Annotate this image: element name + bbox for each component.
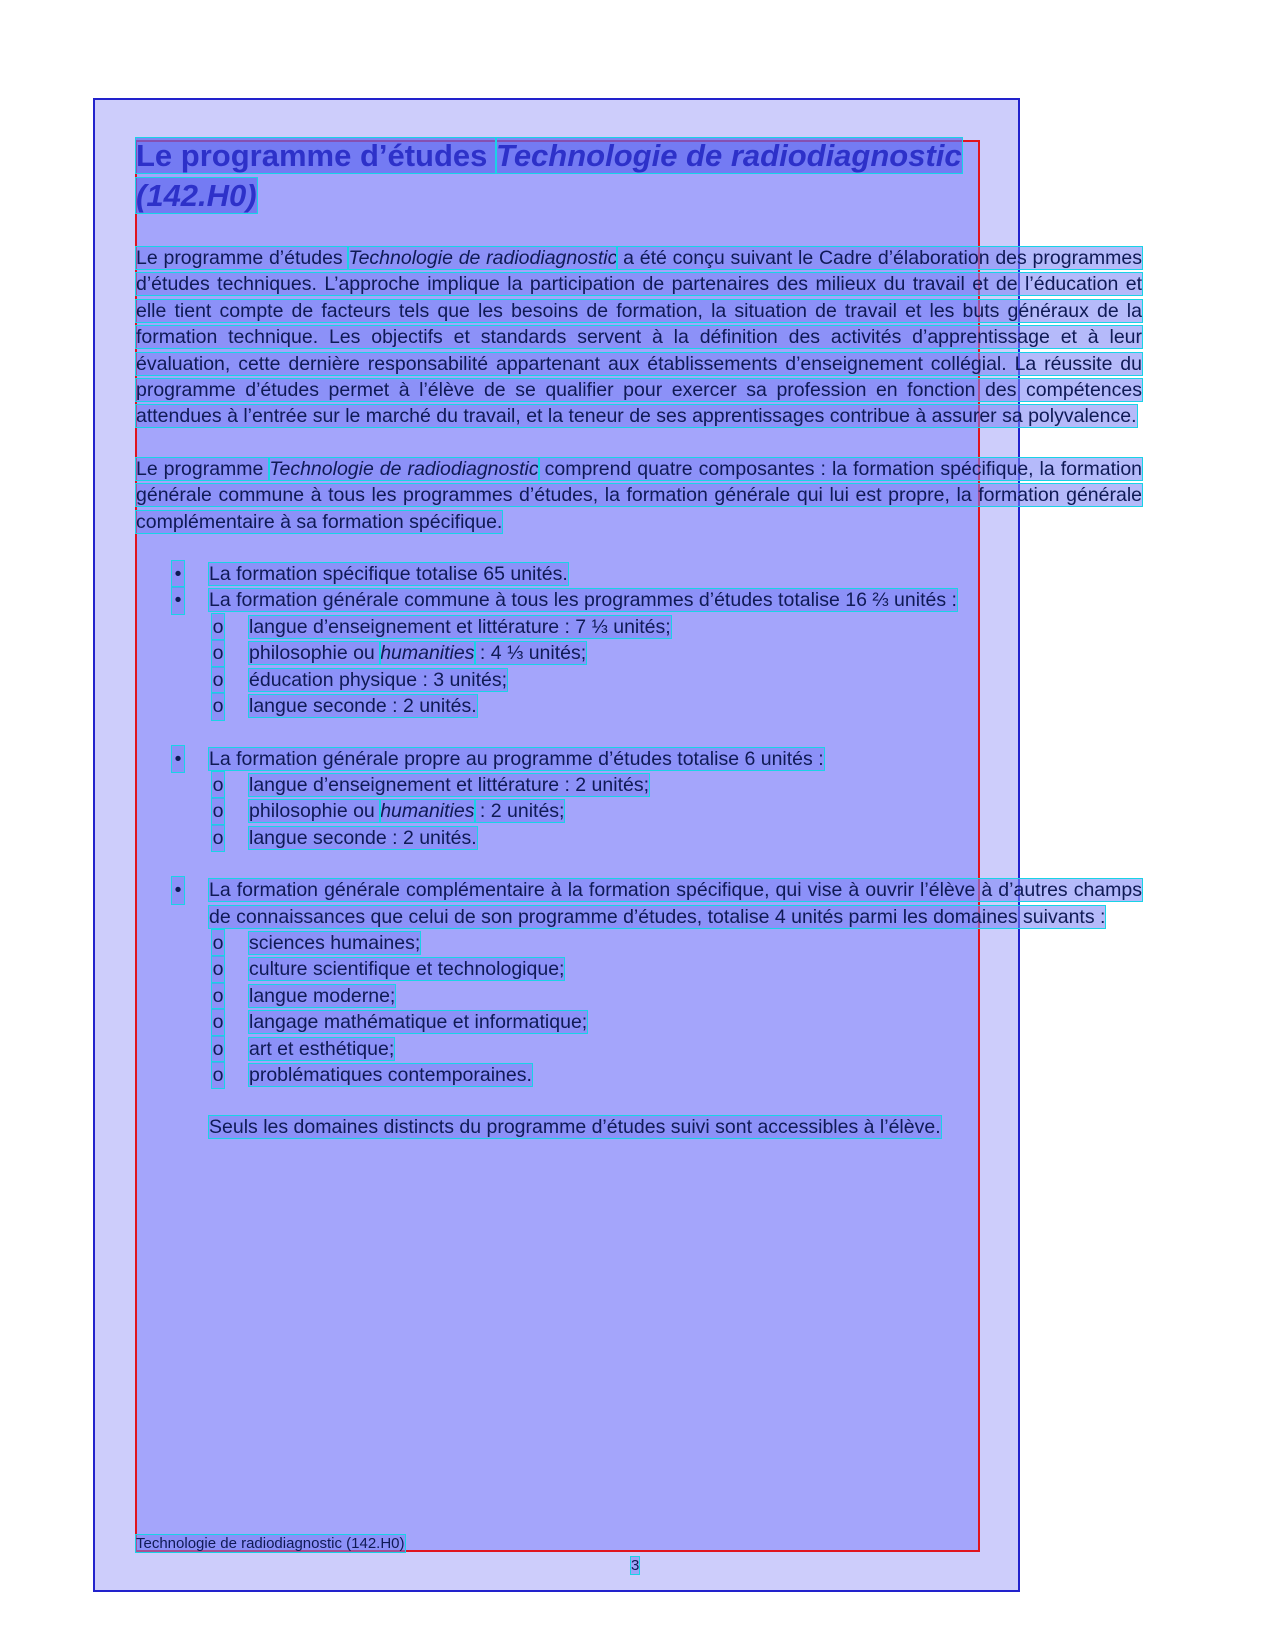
sub-item-text: langage mathématique et informatique; xyxy=(249,1011,588,1034)
sub-bullet-icon: o xyxy=(212,1036,224,1062)
sub-list-item xyxy=(136,640,1142,666)
sub-list-item xyxy=(136,930,1142,956)
formation-list xyxy=(136,561,1142,1088)
domains-note xyxy=(136,1114,1142,1140)
sub-list-item xyxy=(136,956,1142,982)
title-part-1: Le programme d’études xyxy=(136,138,497,173)
bullet-icon: • xyxy=(172,561,184,587)
sub-list-item xyxy=(136,798,1142,824)
sub-list-item xyxy=(136,1009,1142,1035)
sub-item-text: langue d’enseignement et littérature : 7 ⅓ unités; xyxy=(249,615,671,638)
sub-bullet-icon: o xyxy=(212,983,224,1009)
list-item-specific xyxy=(136,561,1142,587)
bullet-icon: • xyxy=(172,587,184,613)
list-item-common xyxy=(136,587,1142,613)
own-text: La formation générale propre au programme d’études totalise 6 unités : xyxy=(209,747,824,770)
components-text-c: comprend quatre composantes : la formation spécifique, la formation générale commune à tous les programmes d’études, la formation générale qui lui est propre, la formation générale complémentaire à sa formation spécifique. xyxy=(136,457,1143,533)
bullet-icon: • xyxy=(172,877,184,903)
title-program-code: (142.H0) xyxy=(136,178,257,213)
intro-text-c: a été conçu suivant le Cadre d’élaboration des programmes d’études techniques. L’approche implique la participation de partenaires des milieux du travail et de l’éducation et elle tient compte de facteurs tels que les besoins de formation, la situation de travail et les buts généraux de la formation technique. Les objectifs et standards servent à la définition des activités d’apprentissage et à leur évaluation, cette dernière responsabilité appartenant aux établissements d’enseignement collégial. La réussite du programme d’études permet à l’élève de se qualifier pour exercer sa profession en fonction des compétences attendues à l’entrée sur le marché du travail, et la teneur de ses apprentissages contribue à assurer sa polyvalence. xyxy=(136,247,1142,428)
sub-list-item xyxy=(136,1036,1142,1062)
sub-item-text: : 4 ⅓ unités; xyxy=(474,642,587,665)
sub-bullet-icon: o xyxy=(212,1062,224,1088)
sub-bullet-icon: o xyxy=(212,956,224,982)
bullet-icon: • xyxy=(172,746,184,772)
sub-list-item xyxy=(136,693,1142,719)
sub-bullet-icon: o xyxy=(212,798,224,824)
intro-program-name: Technologie de radiodiagnostic xyxy=(348,247,618,269)
sub-list-item xyxy=(136,1062,1142,1088)
title-program-name: Technologie de radiodiagnostic xyxy=(496,138,962,173)
document-content xyxy=(136,136,1142,1160)
components-text-a: Le programme xyxy=(136,457,270,480)
sub-item-text: philosophie ou xyxy=(249,642,381,665)
sub-item-text: art et esthétique; xyxy=(249,1037,395,1060)
sub-bullet-icon: o xyxy=(212,772,224,798)
sub-bullet-icon: o xyxy=(212,614,224,640)
sub-list-item xyxy=(136,772,1142,798)
common-text: La formation générale commune à tous les programmes d’études totalise 16 ⅔ unités : xyxy=(209,589,957,612)
sub-list-item xyxy=(136,667,1142,693)
list-item-own xyxy=(136,746,1142,772)
sub-bullet-icon: o xyxy=(212,640,224,666)
sub-item-text: : 2 unités; xyxy=(474,800,565,823)
domains-note-text: Seuls les domaines distincts du programme d’études suivi sont accessibles à l’élève. xyxy=(209,1116,941,1139)
sub-item-text: langue d’enseignement et littérature : 2 unités; xyxy=(249,773,650,796)
sub-item-text: langue moderne; xyxy=(249,984,396,1007)
page-footer xyxy=(136,1536,405,1552)
sub-item-text: langue seconde : 2 unités. xyxy=(249,826,477,849)
page-number xyxy=(631,1558,639,1574)
components-program-name: Technologie de radiodiagnostic xyxy=(269,457,539,480)
sub-bullet-icon: o xyxy=(212,667,224,693)
sub-bullet-icon: o xyxy=(212,930,224,956)
sub-bullet-icon: o xyxy=(212,825,224,851)
sub-item-italic: humanities xyxy=(380,800,475,823)
specific-text: La formation spécifique totalise 65 unités. xyxy=(209,563,568,586)
sub-list-item xyxy=(136,825,1142,851)
page-number-text: 3 xyxy=(631,1557,640,1574)
complementary-text: La formation générale complémentaire à la formation spécifique, qui vise à ouvrir l’élève à d’autres champs de connaissances que celui de son programme d’études, totalise 4 unités parmi les domaines suivants : xyxy=(209,879,1142,928)
components-paragraph xyxy=(136,456,1142,535)
sub-item-text: problématiques contemporaines. xyxy=(249,1063,532,1086)
sub-item-text: sciences humaines; xyxy=(249,931,421,954)
sub-bullet-icon: o xyxy=(212,1009,224,1035)
footer-text: Technologie de radiodiagnostic (142.H0) xyxy=(136,1535,405,1552)
sub-item-italic: humanities xyxy=(380,642,475,665)
intro-text-a: Le programme d’études xyxy=(136,247,349,269)
sub-bullet-icon: o xyxy=(212,693,224,719)
sub-item-text: philosophie ou xyxy=(249,800,381,823)
sub-item-text: culture scientifique et technologique; xyxy=(249,958,565,981)
list-item-complementary xyxy=(136,877,1142,930)
sub-item-text: langue seconde : 2 unités. xyxy=(249,695,477,718)
sub-list-item xyxy=(136,614,1142,640)
sub-item-text: éducation physique : 3 unités; xyxy=(249,668,508,691)
sub-list-item xyxy=(136,983,1142,1009)
page-title xyxy=(136,136,1142,216)
intro-paragraph xyxy=(136,245,1142,430)
